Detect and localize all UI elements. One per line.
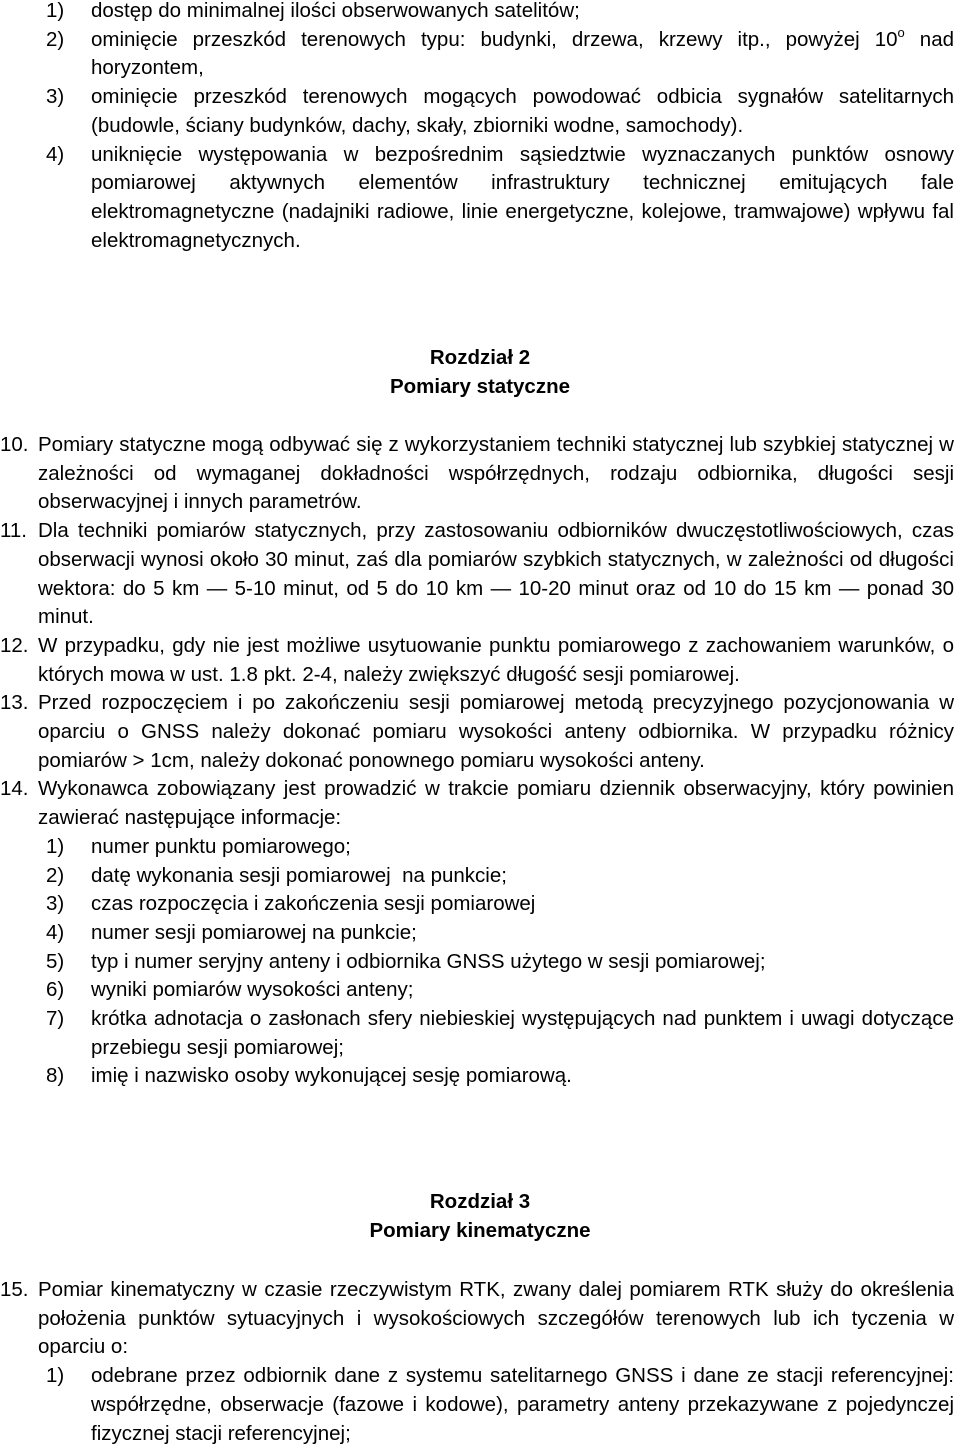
- list-item: [46, 1005, 954, 1062]
- list-item-text: odebrane przez odbiornik dane z systemu satelitarnego GNSS i dane ze stacji referencyjnej: współrzędne, obserwacje (fazowe i kodowe), parametry anteny przekazywane z pojedynczej fizycznej stacji referencyjnej;: [91, 1364, 954, 1445]
- item-text: W przypadku, gdy nie jest możliwe usytuowanie punktu pomiarowego z zachowaniem warunków, o których mowa w ust. 1.8 pkt. 2-4, należy zwiększyć długość sesji pomiarowej.: [38, 633, 954, 686]
- list-item: [46, 1062, 954, 1091]
- numbered-item: [0, 517, 954, 632]
- list-item-number: 1): [46, 1364, 65, 1388]
- list-item-number: 1): [46, 0, 65, 22]
- item-number: 11.: [0, 519, 27, 543]
- list-item-number: 8): [46, 1064, 65, 1088]
- list-item-text: dostęp do minimalnej ilości obserwowanych satelitów;: [91, 0, 580, 22]
- list-item-number: 5): [46, 949, 65, 973]
- item-number: 13.: [0, 691, 29, 715]
- list-item-number: 6): [46, 978, 65, 1002]
- numbered-item: [0, 431, 954, 517]
- list-item-number: 1): [46, 834, 65, 858]
- text-part: ominięcie przeszkód terenowych typu: budynki, drzewa, krzewy itp., powyżej 10: [91, 27, 898, 51]
- list-item: [46, 833, 954, 862]
- list-item-text: typ i numer seryjny anteny i odbiornika GNSS użytego w sesji pomiarowej;: [91, 949, 766, 973]
- list-item: [46, 976, 954, 1005]
- chapter-3-heading: [0, 1188, 960, 1245]
- list-item: [46, 26, 954, 83]
- list-item: [46, 0, 954, 26]
- list-item-number: 4): [46, 142, 65, 166]
- list-item: [46, 948, 954, 977]
- numbered-item: [0, 775, 954, 832]
- numbered-item: [0, 632, 954, 689]
- list-item-number: 2): [46, 863, 65, 887]
- list-item: [46, 919, 954, 948]
- list-item-text: czas rozpoczęcia i zakończenia sesji pomiarowej: [91, 892, 536, 916]
- chapter-title: Pomiary kinematyczne: [369, 1218, 591, 1242]
- list-item-number: 7): [46, 1007, 65, 1031]
- item-number: 14.: [0, 777, 29, 801]
- item-number: 12.: [0, 633, 29, 657]
- list-item: [46, 141, 954, 256]
- numbered-item: [0, 1276, 954, 1362]
- chapter-3-items: [0, 1276, 954, 1448]
- list-item-text: krótka adnotacja o zasłonach sfery niebieskiej występujących nad punktem i uwagi dotyczące przebiegu sesji pomiarowej;: [91, 1007, 954, 1059]
- chapter-label: Rozdział 3: [429, 1190, 531, 1213]
- list-item-text: ominięcie przeszkód terenowych mogących powodować odbicia sygnałów satelitarnych (budowle, ściany budynków, dachy, skały, zbiorniki wodne, samochody).: [91, 85, 954, 137]
- numbered-item: [0, 689, 954, 775]
- list-item-text: numer punktu pomiarowego;: [91, 834, 351, 858]
- list-item: [46, 83, 954, 140]
- item-number: 15.: [0, 1278, 29, 1301]
- chapter-label: Rozdział 2: [429, 346, 531, 369]
- list-item-number: 3): [46, 85, 65, 109]
- chapter-2-items: [0, 431, 954, 1091]
- list-item: [46, 862, 954, 891]
- chapter-title: Pomiary statyczne: [389, 374, 571, 398]
- list-item: [46, 890, 954, 919]
- item-text: Pomiar kinematyczny w czasie rzeczywistym RTK, zwany dalej pomiarem RTK służy do określenia położenia punktów sytuacyjnych i wysokościowych szczegółów terenowych lub ich tyczenia w oparciu o:: [38, 1278, 954, 1359]
- list-item-number: 2): [46, 27, 65, 51]
- list-item-number: 3): [46, 892, 65, 916]
- chapter-2-heading: [0, 344, 960, 401]
- item-text: Wykonawca zobowiązany jest prowadzić w trakcie pomiaru dziennik obserwacyjny, który powinien zawierać następujące informacje:: [38, 777, 954, 830]
- degree-superscript: o: [897, 24, 905, 40]
- list-item-text: uniknięcie występowania w bezpośrednim sąsiedztwie wyznaczanych punktów osnowy pomiarowej aktywnych elementów infrastruktury technicznej emitujących fale elektromagnetyczne (nadajniki radiowe, linie energetyczne, kolejowe, tramwajowe) wpływu fal elektromagnetycznych.: [91, 142, 954, 252]
- list-item-text: imię i nazwisko osoby wykonującej sesję pomiarową.: [91, 1064, 572, 1088]
- list-item-text: [91, 26, 954, 83]
- item-text: Przed rozpoczęciem i po zakończeniu sesji pomiarowej metodą precyzyjnego pozycjonowania w oparciu o GNSS należy dokonać pomiaru wysokości anteny odbiornika. W przypadku różnicy pomiarów > 1cm, należy dokonać ponownego pomiaru wysokości anteny.: [38, 691, 954, 772]
- intro-list: [38, 0, 954, 255]
- item-number: 10.: [0, 433, 29, 456]
- list-item-text: numer sesji pomiarowej na punkcie;: [91, 920, 417, 944]
- list-item: [46, 1362, 954, 1448]
- list-item-text: datę wykonania sesji pomiarowej na punkcie;: [91, 863, 507, 887]
- text-part: nad horyzontem,: [91, 27, 954, 80]
- item-text: Dla techniki pomiarów statycznych, przy zastosowaniu odbiorników dwuczęstotliwościowych, czas obserwacji wynosi około 30 minut, zaś dla pomiarów szybkich statycznych, w zależności od długości wektora: do 5 km — 5-10 minut, od 5 do 10 km — 10-20 minut oraz od 10 do 15 km — ponad 30 minut.: [38, 519, 954, 629]
- list-item-number: 4): [46, 920, 65, 944]
- list-item-text: wyniki pomiarów wysokości anteny;: [91, 978, 414, 1002]
- item-text: Pomiary statyczne mogą odbywać się z wykorzystaniem techniki statycznej lub szybkiej statycznej w zależności od wymaganej dokładności współrzędnych, rodzaju odbiornika, długości sesji obserwacyjnej i innych parametrów.: [38, 433, 954, 514]
